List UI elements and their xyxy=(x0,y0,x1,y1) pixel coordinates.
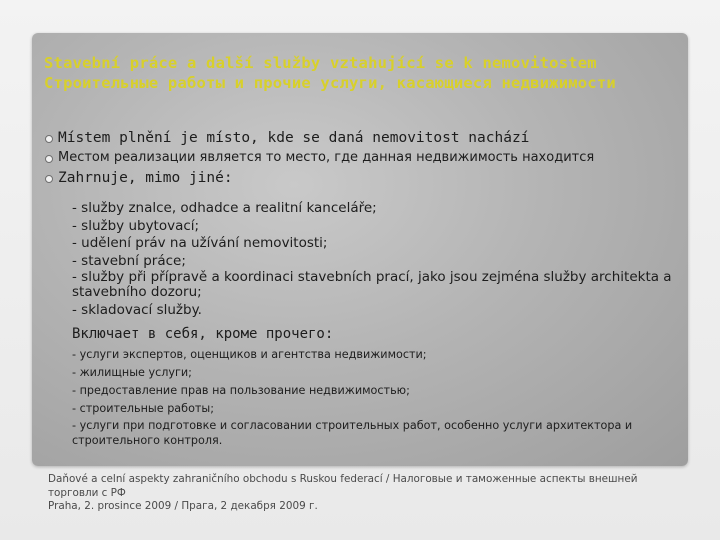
footer-date: Praha, 2. prosince 2009 / Прага, 2 декабря 2009 г. xyxy=(48,500,318,512)
title-russian: Строительные работы и прочие услуги, касающиеся недвижимости xyxy=(44,74,616,92)
title-czech: Stavební práce a další služby vztahující se k nemovitostem xyxy=(44,54,597,72)
bullet-dot-icon xyxy=(45,135,53,143)
list-item: - жилищные услуги; xyxy=(72,366,192,379)
russian-heading: Включает в себя, кроме прочего: xyxy=(72,326,334,342)
list-item: - строительные работы; xyxy=(72,402,215,415)
list-item: - stavební práce; xyxy=(72,252,186,269)
footer xyxy=(48,473,648,514)
list-item: - služby znalce, odhadce a realitní kanceláře; xyxy=(72,200,377,216)
list-item: - услуги экспертов, оценщиков и агентства недвижимости; xyxy=(72,348,427,361)
list-item: - skladovací služby. xyxy=(72,302,202,318)
footer-title: Daňové a celní aspekty zahraničního obchodu s Ruskou federací / Налоговые и таможенные аспекты внешней торговли с РФ xyxy=(48,473,638,499)
slide-title xyxy=(44,53,674,93)
list-item: - услуги при подготовке и согласовании строительных работ, особенно услуги архитектора и строительного контроля. xyxy=(72,419,633,447)
bullet-dot-icon xyxy=(45,155,53,163)
bullet-dot-icon xyxy=(45,175,53,183)
bullet-list xyxy=(58,128,678,188)
bullet-item xyxy=(58,148,678,168)
bullet-text: Místem plnění je místo, kde se daná nemovitost nachází xyxy=(58,130,530,146)
list-item: - služby při přípravě a koordinaci stavebních prací, jako jsou zejména služby architekta a stavebního dozoru; xyxy=(72,269,672,300)
list-item: - предоставление прав на пользование недвижимостью; xyxy=(72,384,410,397)
list-item: - udělení práv na užívání nemovitosti; xyxy=(72,235,328,251)
bullet-item xyxy=(58,168,678,188)
list-item: - služby ubytovací; xyxy=(72,217,200,234)
russian-services-list xyxy=(72,346,672,448)
czech-services-list xyxy=(72,200,672,320)
bullet-item xyxy=(58,128,678,148)
bullet-text: Zahrnuje, mimo jiné: xyxy=(58,170,233,186)
bullet-text: Местом реализации является то место, где данная недвижимость находится xyxy=(58,150,595,165)
